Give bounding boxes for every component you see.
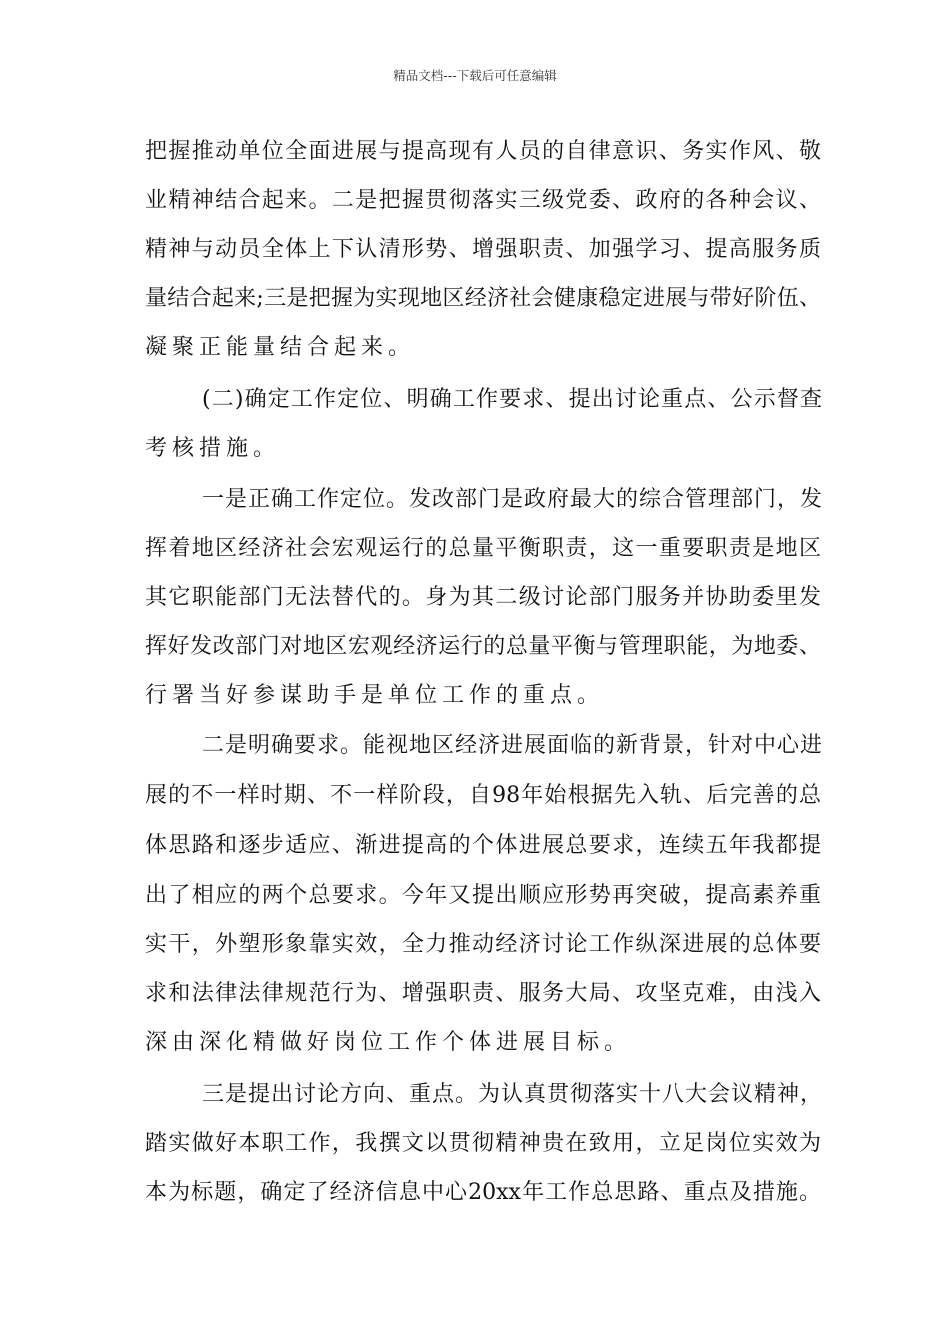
text-line: 深由深化精做好岗位工作个体进展目标。 [145, 1030, 632, 1055]
text-line: 业精神结合起来。二是把握贯彻落实三级党委、政府的各种会议、 [145, 188, 821, 213]
text-line: 出了相应的两个总要求。今年又提出顺应形势再突破，提高素养重 [145, 883, 821, 908]
page-header: 精品文档---下载后可任意编辑 [393, 68, 557, 83]
section-heading: (二)确定工作定位、明确工作要求、提出讨论重点、公示督查 [202, 387, 822, 412]
text-line: 三是提出讨论方向、重点。为认真贯彻落实十八大会议精神， [202, 1082, 822, 1107]
text-line: 本为标题，确定了经济信息中心20xx年工作总思路、重点及措施。 [145, 1180, 821, 1205]
text-line: 展的不一样时期、不一样阶段，自98年始根据先入轨、后完善的总 [145, 783, 821, 808]
text-line: 二是明确要求。能视地区经济进展面临的新背景，针对中心进 [202, 733, 822, 758]
text-line: 一是正确工作定位。发改部门是政府最大的综合管理部门，发 [202, 487, 822, 512]
text-line: 精神与动员全体上下认清形势、增强职责、加强学习、提高服务质 [145, 237, 821, 262]
text-line: 凝聚正能量结合起来。 [145, 335, 416, 360]
text-line: 体思路和逐步适应、渐进提高的个体进展总要求，连续五年我都提 [145, 833, 821, 858]
text-line: 量结合起来;三是把握为实现地区经济社会健康稳定进展与带好阶伍、 [145, 286, 821, 311]
text-line: 踏实做好本职工作，我撰文以贯彻精神贵在致用，立足岗位实效为 [145, 1131, 821, 1156]
text-line: 挥着地区经济社会宏观运行的总量平衡职责，这一重要职责是地区 [145, 536, 821, 561]
text-line: 挥好发改部门对地区宏观经济运行的总量平衡与管理职能，为地委、 [145, 634, 821, 659]
text-line: 实干，外塑形象靠实效，全力推动经济讨论工作纵深进展的总体要 [145, 932, 821, 957]
text-line: 其它职能部门无法替代的。身为其二级讨论部门服务并协助委里发 [145, 585, 821, 610]
text-line: 把握推动单位全面进展与提高现有人员的自律意识、务实作风、敬 [145, 139, 821, 164]
section-heading: 考核措施。 [145, 436, 281, 461]
text-line: 求和法律法律规范行为、增强职责、服务大局、攻坚克难，由浅入 [145, 981, 821, 1006]
text-line: 行署当好参谋助手是单位工作的重点。 [145, 683, 605, 708]
